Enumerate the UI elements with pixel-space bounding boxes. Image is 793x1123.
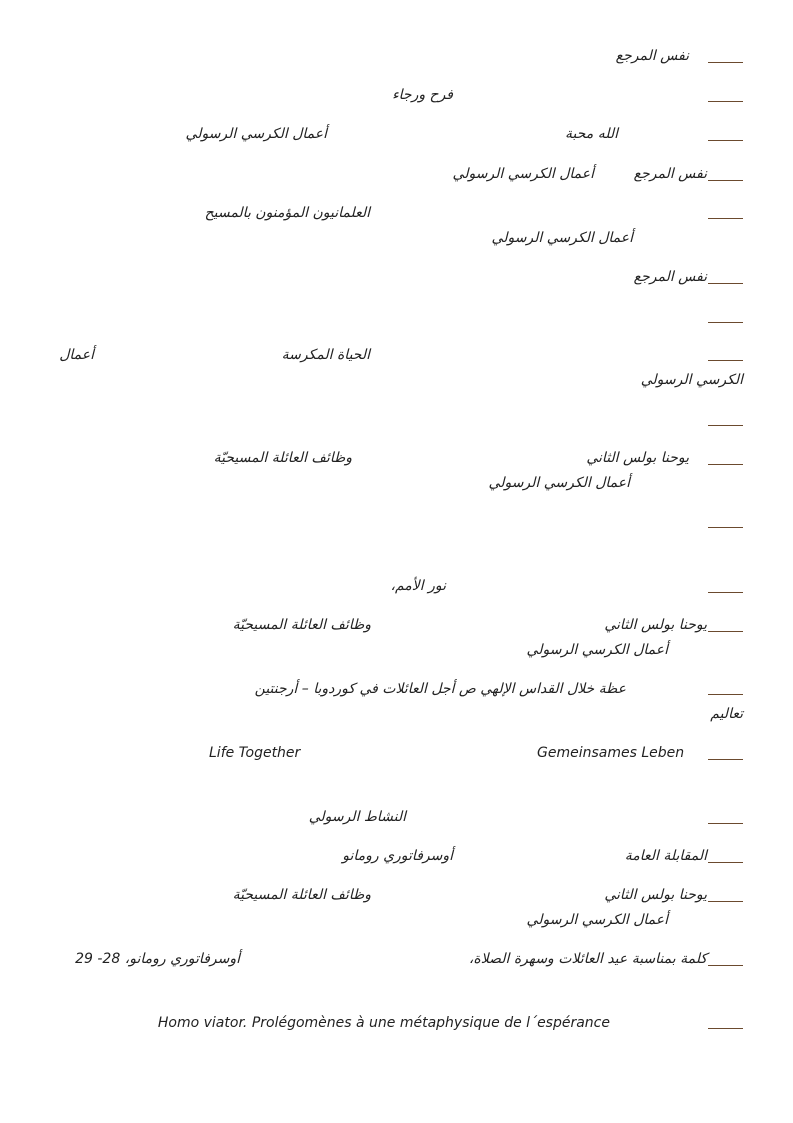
footnote-marker-17 [708,862,743,863]
footnote-marker-11 [708,527,743,528]
note-2-title: فرح ورجاء [392,87,453,103]
note-18-author: يوحنا بولس الثاني [604,887,707,903]
note-14-source: تعاليم [710,706,743,722]
footnote-marker-12 [708,592,743,593]
note-10-source: أعمال الكرسي الرسولي [488,475,630,491]
note-15-original-title: Gemeinsames Leben [537,745,685,761]
note-4-source: أعمال الكرسي الرسولي [452,166,594,182]
note-8-source-part1: أعمال [59,347,94,363]
note-19-title: كلمة بمناسبة عيد العائلات وسهرة الصلاة، [468,951,707,967]
note-10-author: يوحنا بولس الثاني [586,450,689,466]
footnote-marker-20 [708,1028,743,1029]
footnote-marker-5 [708,218,743,219]
footnote-marker-13 [708,631,743,632]
footnote-marker-6 [708,283,743,284]
footnote-marker-15 [708,759,743,760]
footnote-marker-1 [708,62,743,63]
note-13-source: أعمال الكرسي الرسولي [526,642,668,658]
footnote-marker-3 [708,140,743,141]
footnote-marker-4 [708,180,743,181]
footnote-marker-18 [708,901,743,902]
note-19-source: أوسرفاتوري رومانو، 28- 29 [75,951,240,967]
note-5-source: أعمال الكرسي الرسولي [491,230,633,246]
note-13-author: يوحنا بولس الثاني [604,617,707,633]
footnote-marker-9 [708,425,743,426]
note-18-source: أعمال الكرسي الرسولي [526,912,668,928]
footnote-marker-10 [708,464,743,465]
footnote-marker-19 [708,965,743,966]
note-3-source: أعمال الكرسي الرسولي [185,126,327,142]
note-12-title: نور الأمم، [390,578,446,594]
note-16-title: النشاط الرسولي [308,809,406,825]
note-1-ref: نفس المرجع [615,48,689,64]
footnote-marker-14 [708,694,743,695]
note-5-title: العلمانيون المؤمنون بالمسيح [204,205,370,221]
note-17-source: أوسرفاتوري رومانو [342,848,453,864]
footnote-marker-16 [708,823,743,824]
footnote-marker-2 [708,101,743,102]
footnote-marker-7 [708,322,743,323]
note-4-ref: نفس المرجع [633,166,707,182]
note-18-title: وظائف العائلة المسيحيّة [232,887,371,903]
note-6-ref: نفس المرجع [633,269,707,285]
note-8-source-part2: الكرسي الرسولي [640,372,743,388]
note-10-title: وظائف العائلة المسيحيّة [213,450,352,466]
note-14-title: عظة خلال القداس الإلهي ص أجل العائلات في كوردوبا – أرجنتين [254,681,626,697]
note-17-title: المقابلة العامة [624,848,707,864]
note-20-title: Homo viator. Prolégomènes à une métaphysique de l´espérance [157,1015,610,1031]
note-15-translated-title: Life Together [209,745,301,761]
note-8-title: الحياة المكرسة [281,347,370,363]
footnote-marker-8 [708,360,743,361]
note-13-title: وظائف العائلة المسيحيّة [232,617,371,633]
note-3-title: الله محبة [564,126,618,142]
